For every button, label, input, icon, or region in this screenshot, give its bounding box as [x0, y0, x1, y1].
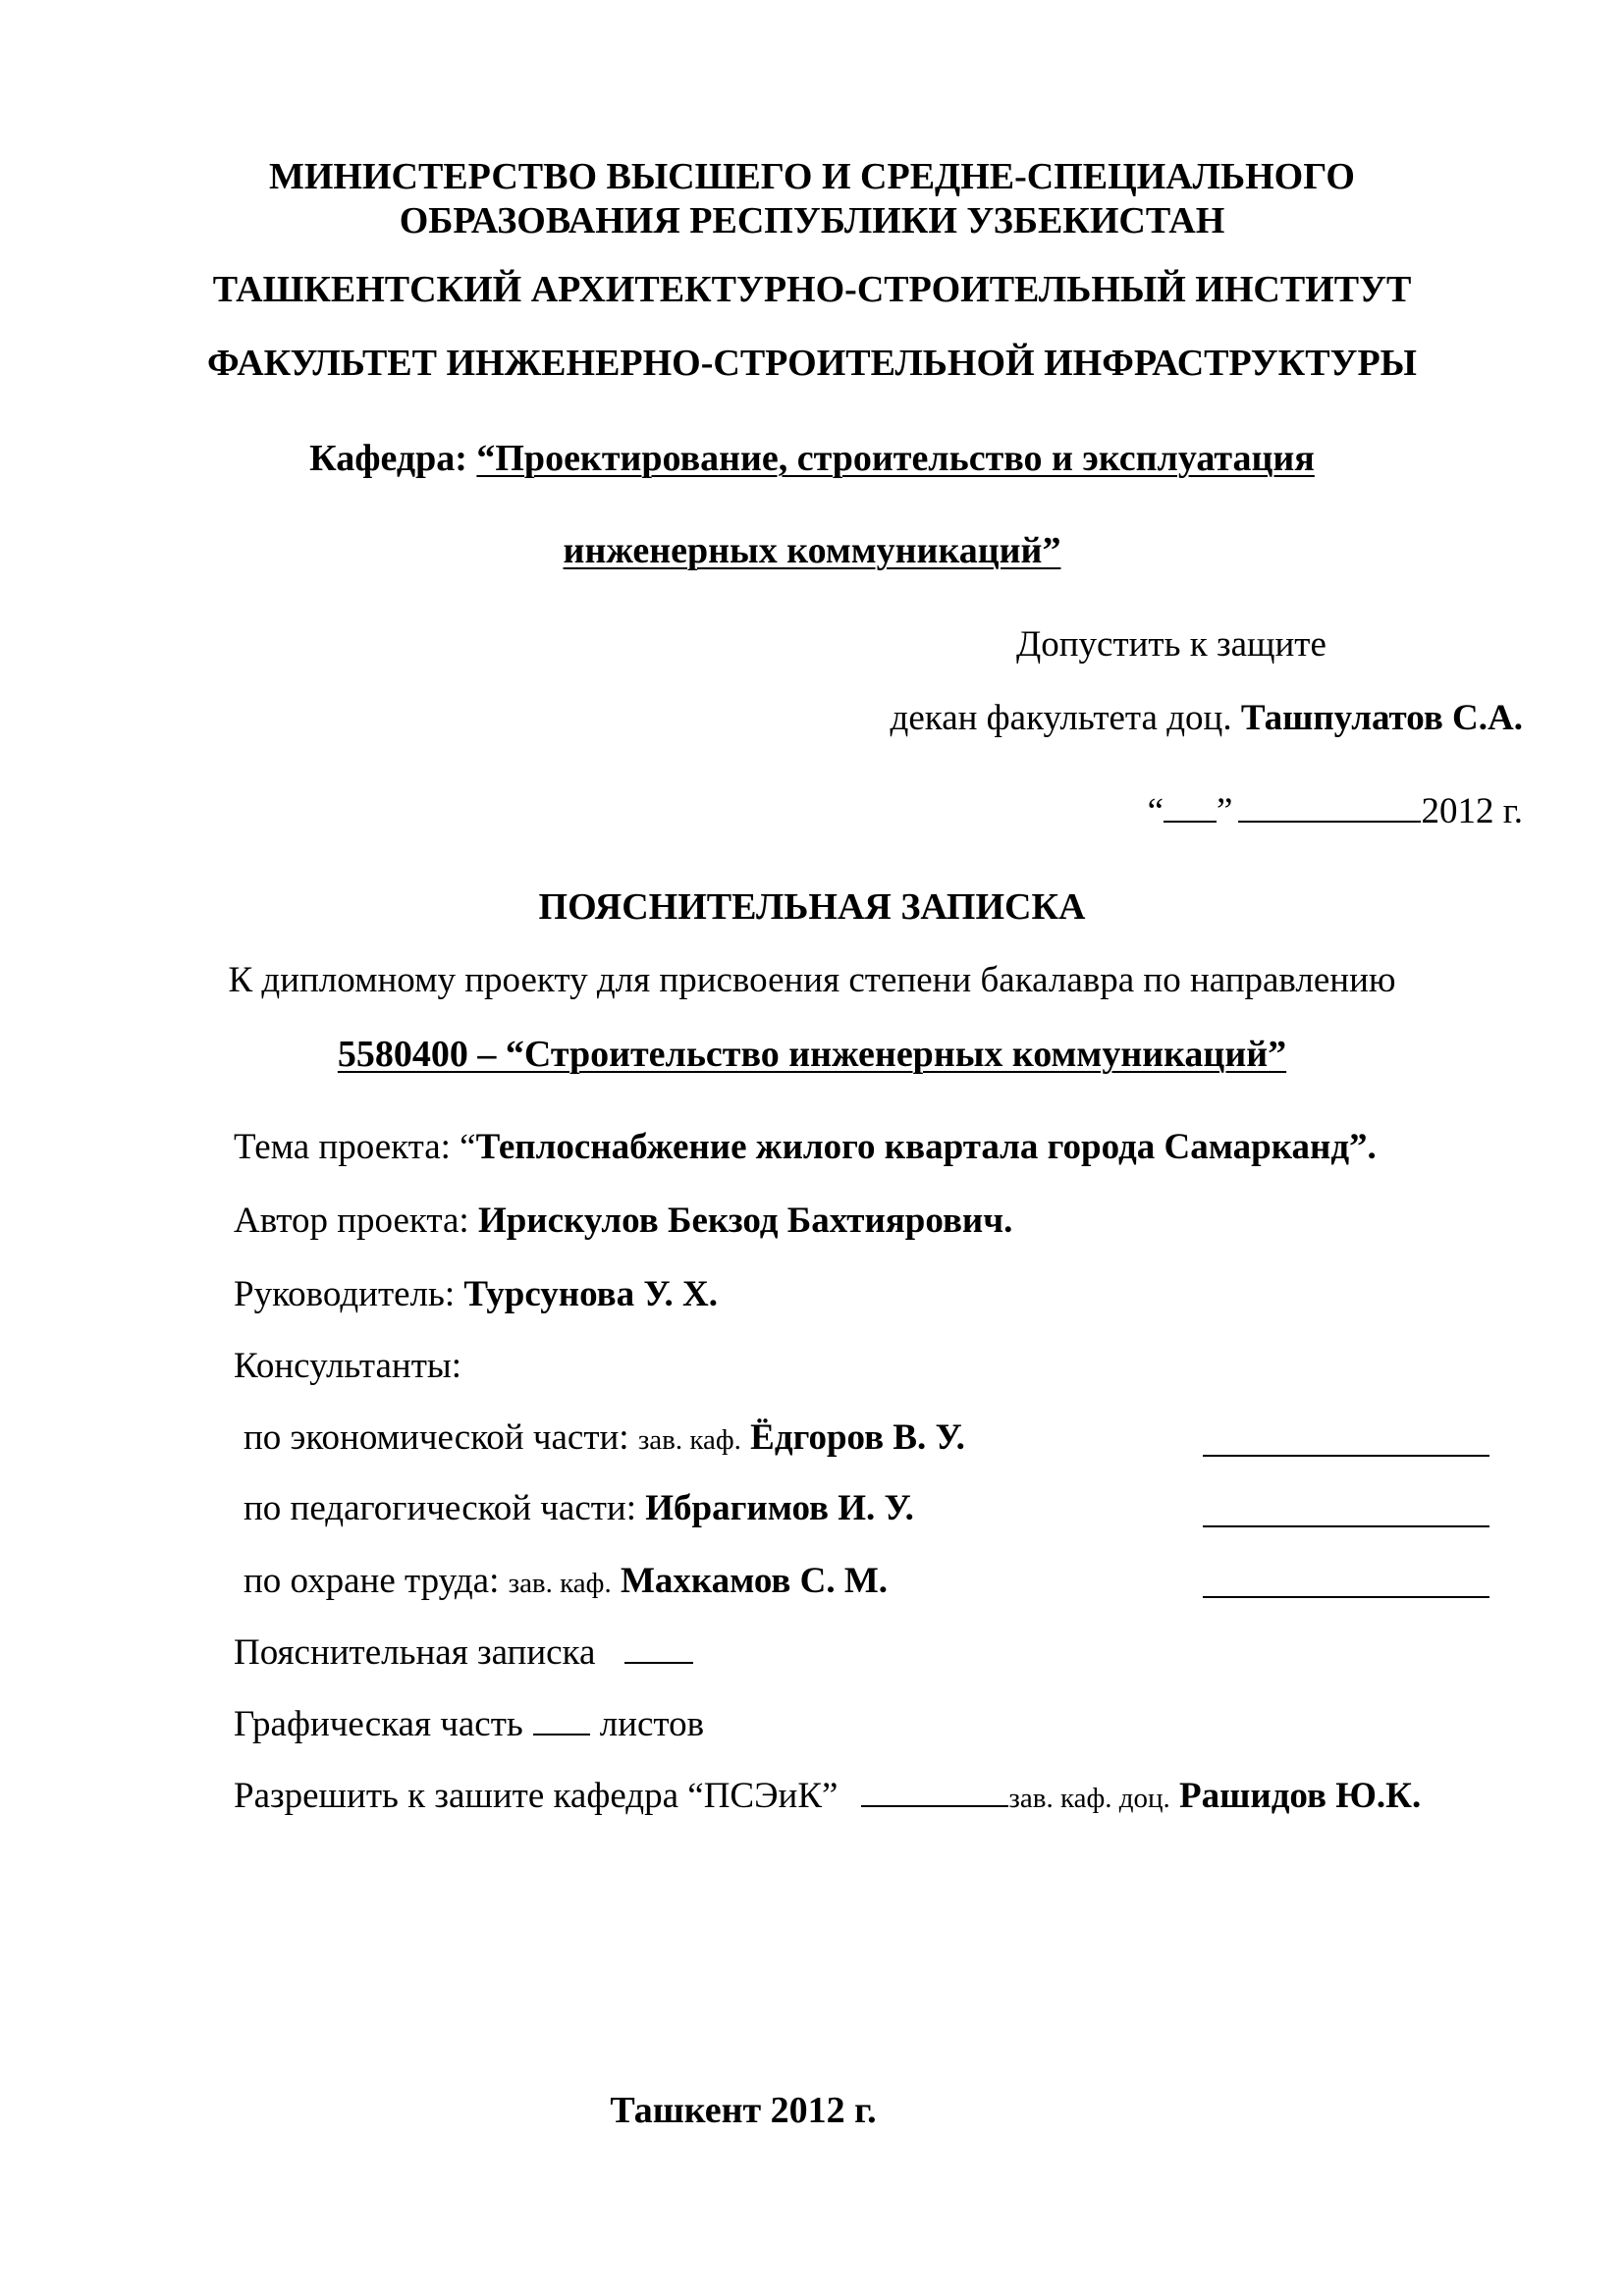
supervisor-value: Турсунова У. Х. — [463, 1274, 718, 1314]
dean-line — [891, 697, 1523, 739]
ministry-line-2: ОБРАЗОВАНИЯ РЕСПУБЛИКИ УЗБЕКИСТАН — [399, 200, 1225, 241]
department-line-1 — [0, 437, 1624, 480]
date-month-blank — [1238, 820, 1421, 823]
author-label: Автор проекта: — [234, 1201, 469, 1241]
consultants-label: Консультанты: — [234, 1346, 462, 1386]
consultant-name: Ибрагимов И. У. — [645, 1488, 914, 1528]
date-day-blank — [1164, 820, 1217, 823]
topic-value: Теплоснабжение жилого квартала города Самарканд”. — [475, 1127, 1377, 1167]
department-line-2 — [0, 529, 1624, 572]
document-title: ПОЯСНИТЕЛЬНАЯ ЗАПИСКА — [538, 886, 1086, 928]
note-label: Пояснительная записка — [234, 1632, 596, 1673]
explanatory-note-field — [234, 1631, 693, 1674]
author-line — [234, 1200, 1012, 1242]
department-label: Кафедра: — [309, 438, 467, 479]
direction-line — [0, 1033, 1624, 1076]
signature-line-labor-safety — [1203, 1596, 1489, 1598]
date-close-quote: ” — [1217, 791, 1233, 831]
direction-code-name: 5580400 – “Строительство инженерных коммуникаций” — [337, 1034, 1287, 1075]
approval-line: Допустить к защите — [1016, 624, 1326, 665]
date-year: 2012 г. — [1421, 791, 1523, 831]
consultant-economics — [244, 1416, 965, 1459]
graphic-suffix: листов — [599, 1704, 705, 1744]
permit-name: Рашидов Ю.К. — [1179, 1776, 1422, 1816]
document-subtitle: К дипломному проекту для присвоения степени бакалавра по направлению — [228, 960, 1396, 1000]
faculty-name: ФАКУЛЬТЕТ ИНЖЕНЕРНО-СТРОИТЕЛЬНОЙ ИНФРАСТРУКТУРЫ — [207, 343, 1417, 384]
signature-line-pedagogy — [1203, 1525, 1489, 1527]
approval-date — [1148, 790, 1523, 832]
graphic-sheets-blank — [533, 1733, 590, 1735]
consultant-name: Махкамов С. М. — [620, 1561, 889, 1601]
date-open-quote: “ — [1147, 791, 1164, 831]
department-name-part-1: “Проектирование, строительство и эксплуатация — [476, 438, 1315, 479]
place-year: Ташкент 2012 г. — [610, 2090, 877, 2131]
supervisor-line — [234, 1273, 718, 1315]
signature-line-economics — [1203, 1455, 1489, 1457]
permit-signature-blank — [861, 1804, 1008, 1807]
dean-name: Ташпулатов С.А. — [1240, 698, 1523, 738]
note-pages-blank — [624, 1661, 693, 1664]
department-name-part-2: инженерных коммуникаций” — [563, 530, 1061, 571]
topic-line — [234, 1126, 1377, 1168]
graphic-label: Графическая часть — [234, 1704, 523, 1744]
author-value: Ирискулов Бекзод Бахтиярович. — [477, 1201, 1013, 1241]
consultant-title: зав. каф. — [508, 1568, 612, 1599]
consultant-part: по охране труда: — [244, 1561, 500, 1601]
institute-name: ТАШКЕНТСКИЙ АРХИТЕКТУРНО-СТРОИТЕЛЬНЫЙ ИНСТИТУТ — [212, 269, 1412, 310]
graphic-part-field — [234, 1703, 704, 1745]
topic-label: Тема проекта: “ — [234, 1127, 476, 1167]
ministry-line-1: МИНИСТЕРСТВО ВЫСШЕГО И СРЕДНЕ-СПЕЦИАЛЬНОГО — [268, 156, 1355, 197]
consultant-name: Ёдгоров В. У. — [750, 1417, 965, 1458]
consultant-title: зав. каф. — [637, 1424, 741, 1456]
consultant-pedagogy — [244, 1487, 914, 1529]
dean-prefix: декан факультета доц. — [890, 698, 1232, 738]
consultant-part: по педагогической части: — [244, 1488, 636, 1528]
permit-line — [234, 1775, 1421, 1817]
consultant-labor-safety — [244, 1560, 888, 1602]
permit-title: зав. каф. доц. — [1008, 1783, 1170, 1814]
supervisor-label: Руководитель: — [234, 1274, 456, 1314]
consultant-part: по экономической части: — [244, 1417, 629, 1458]
permit-label: Разрешить к зашите кафедра “ПСЭиК” — [234, 1776, 839, 1816]
